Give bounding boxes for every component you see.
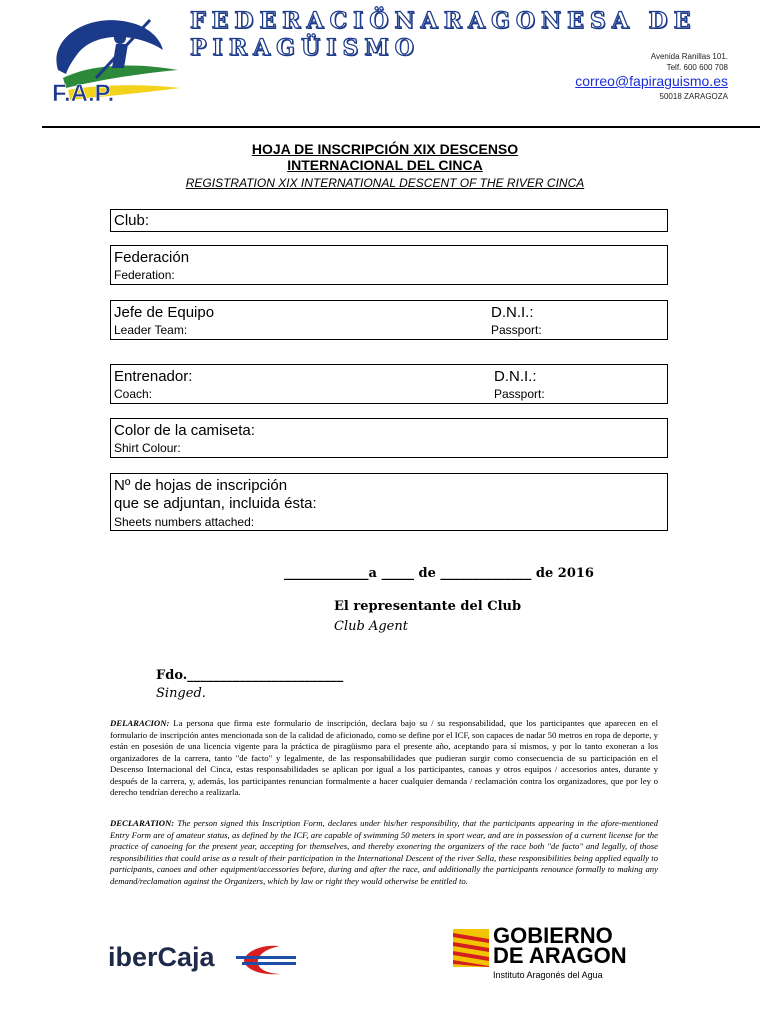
form-subtitle: REGISTRATION XIX INTERNATIONAL DESCENT OF THE RIVER CINCA (185, 176, 585, 190)
date-line: _____________a _____ de ______________ de 2016 (284, 566, 594, 581)
org-name: FEDERACIÖNARAGONESA DE PIRAGÜISMO (190, 8, 697, 61)
form-title (0, 141, 770, 173)
jefe-label: Jefe de Equipo (114, 304, 215, 321)
sheets-label: Sheets numbers attached: (114, 515, 255, 529)
email-link[interactable]: correo@fapiraguismo.es (575, 73, 728, 89)
club-field[interactable] (110, 209, 668, 232)
coach-field[interactable] (110, 364, 668, 404)
hojas-label-2: que se adjuntan, incluida ésta: (114, 495, 317, 512)
form-title-line2: INTERNACIONAL DEL CINCA (287, 157, 483, 173)
declaration-es-lead: DELARACION: (110, 718, 170, 728)
ibercaja-swoosh-icon (236, 942, 300, 978)
declaration-es (110, 718, 658, 799)
declaration-es-text: La persona que firma este formulario de inscripción, declara bajo su / su responsabilidad, que los participantes que aparecen en el formulario de inscripción antes mencionada son de la calidad de aficionado, como se define por el ICF, son capaces de nadar 50 metros en ropa de deporte, y están en posesión de una licencia vigente para la práctica de piragüismo para el presente año, aceptando para sí mismos, y por lo tanto exoneran a los organizadores de la carrera, tanto "de facto" y legalmente, de las responsabilidades que pudieran surgir como consecuencia de su participación en el Descenso Internacional del Cinca, estas responsabilidades se aplican por igual a los participantes, canoas y otros equipos / accesorios antes, durante y después de la carrera, y, además, los participantes renuncian formalmente a hacer cualquier demanda / reclamación contra los organizadores, que por ley o derecho tendrían derecho a realizarla. (110, 718, 658, 797)
declaration-en (110, 818, 658, 887)
color-label: Color de la camiseta: (114, 422, 255, 439)
aragon-flag-icon (453, 929, 489, 967)
federation-label: Federation: (114, 268, 175, 282)
entrenador-label: Entrenador: (114, 368, 193, 385)
leader-label: Leader Team: (114, 323, 188, 337)
phone-line: Telf. 600 600 708 (666, 63, 728, 72)
federacion-label: Federación (114, 249, 190, 266)
coach-dni-label: D.N.I.: (494, 368, 537, 385)
shirt-color-field[interactable] (110, 418, 668, 458)
gov-line1: GOBIERNO (493, 923, 613, 948)
coach-passport-label: Passport: (494, 387, 545, 401)
hojas-label-1: Nº de hojas de inscripción (114, 477, 288, 494)
gov-line2: DE ARAGON (493, 943, 627, 968)
leader-dni-label: D.N.I.: (491, 304, 534, 321)
leader-passport-label: Passport: (491, 323, 542, 337)
city-line: 50018 ZARAGOZA (659, 92, 728, 101)
ibercaja-text: iberCaja (108, 942, 215, 972)
gobierno-aragon-logo (453, 925, 643, 985)
leader-field[interactable] (110, 300, 668, 340)
representative-label: El representante del Club (334, 599, 522, 614)
form-title-line1: HOJA DE INSCRIPCIÓN XIX DESCENSO (251, 141, 519, 157)
sheets-field[interactable] (110, 473, 668, 531)
federation-field[interactable] (110, 245, 668, 285)
shirt-label: Shirt Colour: (114, 441, 181, 455)
fap-logo (38, 8, 188, 108)
header-divider (42, 126, 760, 128)
address-line: Avenida Ranillas 101. (650, 52, 728, 61)
agent-label: Club Agent (334, 619, 408, 634)
signature-line: Fdo.________________________ (156, 668, 344, 683)
logo-text: F.A.P. (52, 80, 115, 107)
signed-label: Singed. (156, 686, 206, 701)
declaration-en-lead: DECLARATION: (110, 818, 175, 828)
coach-label: Coach: (114, 387, 153, 401)
club-label: Club: (114, 212, 150, 229)
declaration-en-text: The person signed this Inscription Form, declares under his/her responsibility, that the participants appearing in the afore-mentioned Entry Form are of amateur status, as defined by the ICF, are capable of swimming 50 meters in sport wear, and are in possession of a current license for the practice of canoeing for the present year, accepting for themselves, and thereby exonering the organizers of the race both "de facto" and legally, of those responsibilities that could arise as a result of their participation in the International Descent of the river Sella, these responsibilities being applied equally to participants, canoes and other equipment/accessories before, during and after the race, and additionally the participants renounce formally to making any demand/reclamation against the Organizers, which by law or right they would otherwise be entitled to. (110, 818, 658, 886)
gov-subtitle: Instituto Aragonés del Agua (493, 970, 603, 980)
ibercaja-logo (108, 938, 308, 988)
